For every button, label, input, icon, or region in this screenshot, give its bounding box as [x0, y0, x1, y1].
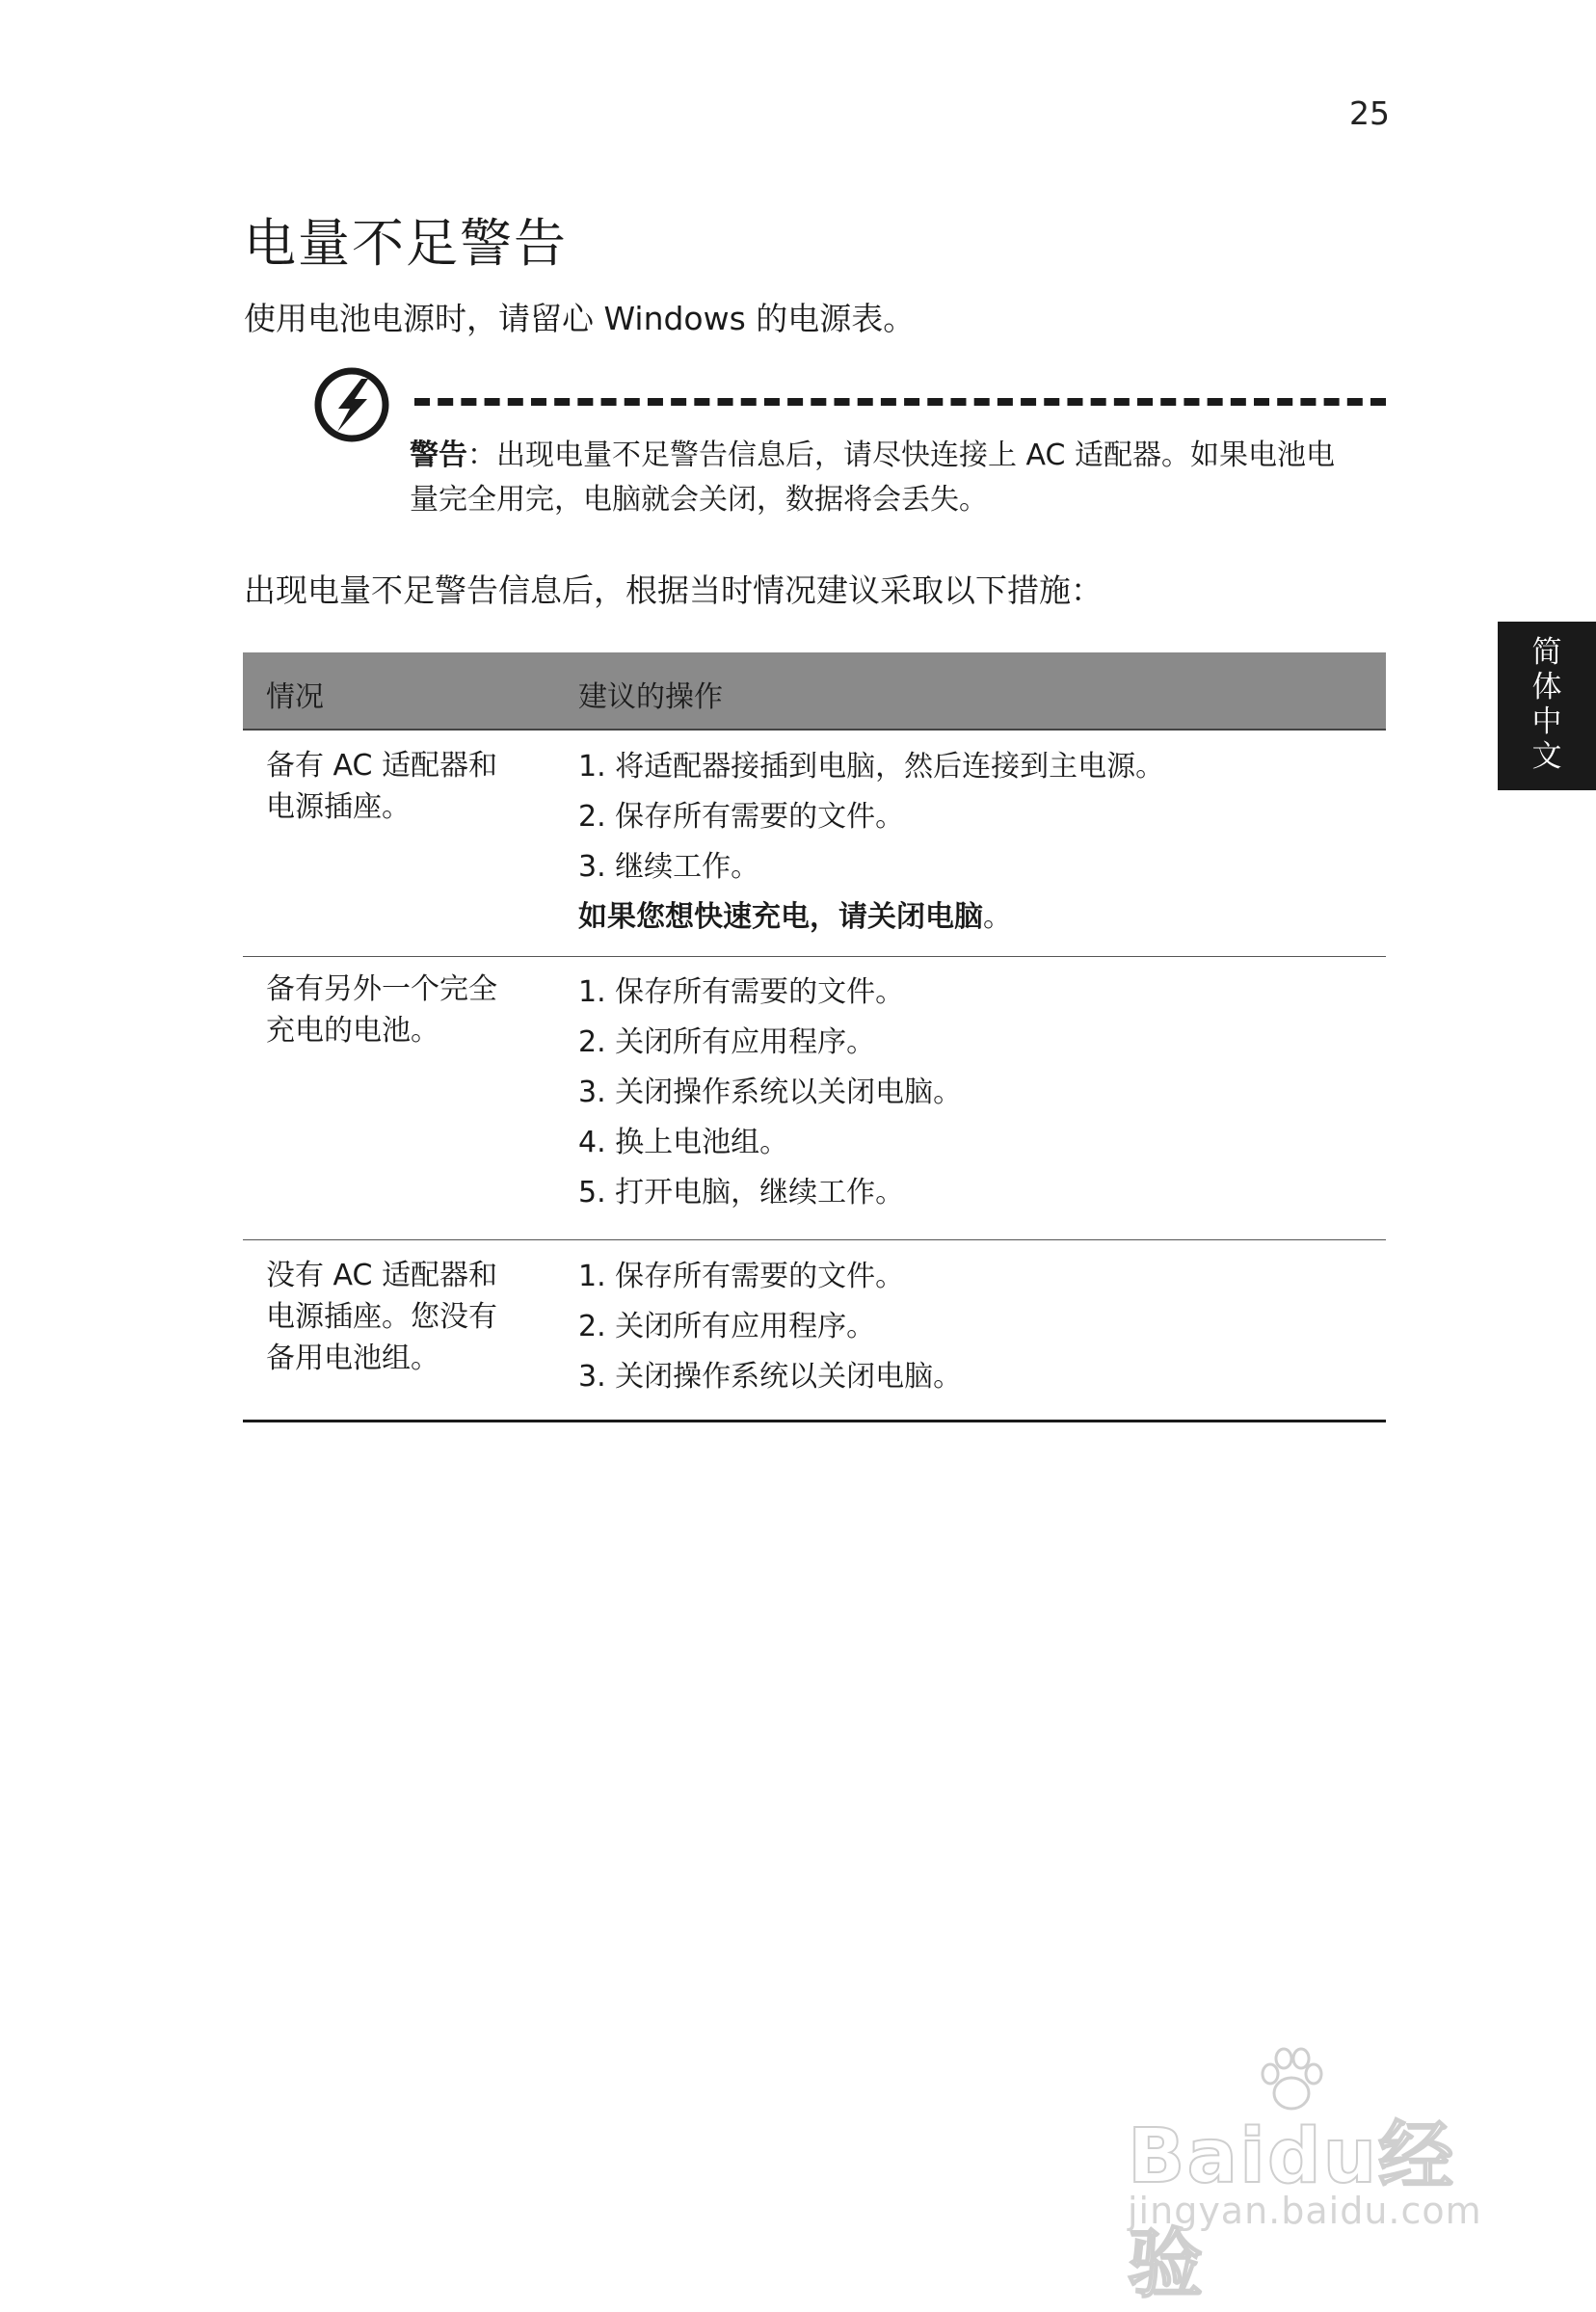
intro-text: 使用电池电源时，请留心 Windows 的电源表。: [244, 300, 916, 337]
condition-line: 备有 AC 适配器和: [266, 749, 498, 783]
step-item: 1. 保存所有需要的文件。: [578, 1260, 905, 1293]
step-item: 5. 打开电脑，继续工作。: [578, 1176, 905, 1209]
row-condition: [266, 1255, 526, 1379]
warning-text: [410, 434, 1335, 522]
action-table: [243, 652, 1386, 1422]
warning-body: 出现电量不足警告信息后，请尽快连接上 AC 适配器。如果电池电量完全用完，电脑就会关闭，数据将会丢失。: [410, 438, 1336, 517]
step-note-bold: 如果您想快速充电，请关闭电脑: [578, 900, 983, 934]
step-note: [578, 892, 1369, 943]
warning-divider: [414, 398, 1386, 406]
table-row: [243, 1240, 1386, 1422]
language-tab-char: 文: [1531, 739, 1562, 774]
row-steps: [578, 742, 1369, 943]
condition-line: 备用电池组。: [266, 1342, 439, 1375]
page-number: 25: [1349, 94, 1390, 132]
language-tab-char: 中: [1531, 704, 1562, 739]
table-header: [243, 652, 1386, 731]
condition-line: 备有另外一个完全: [266, 972, 497, 1006]
row-condition: [266, 969, 526, 1051]
condition-line: 没有 AC 适配器和: [266, 1259, 498, 1292]
lead-text: 出现电量不足警告信息后，根据当时情况建议采取以下措施：: [244, 571, 1103, 609]
header-situation: 情况: [266, 680, 324, 714]
step-item: 4. 换上电池组。: [578, 1126, 789, 1159]
step-item: 3. 继续工作。: [578, 850, 760, 884]
page-title: 电量不足警告: [244, 213, 568, 274]
lightning-warning-icon: [313, 366, 390, 443]
table-row: [243, 731, 1386, 957]
step-item: 2. 关闭所有应用程序。: [578, 1025, 876, 1059]
header-action: 建议的操作: [578, 680, 723, 714]
step-item: 2. 关闭所有应用程序。: [578, 1310, 876, 1343]
language-tab: [1498, 622, 1596, 790]
condition-line: 电源插座。: [266, 790, 411, 824]
step-note-end: 。: [983, 900, 1012, 934]
baidu-watermark: [1128, 2043, 1513, 2308]
table-row: [243, 957, 1386, 1240]
step-item: 1. 将适配器接插到电脑，然后连接到主电源。: [578, 750, 1165, 784]
warning-label: 警告: [410, 438, 467, 472]
language-tab-char: 体: [1531, 670, 1562, 704]
step-item: 3. 关闭操作系统以关闭电脑。: [578, 1076, 963, 1109]
row-steps: [578, 968, 1369, 1218]
row-condition: [266, 745, 526, 828]
condition-line: 电源插座。您没有: [266, 1300, 497, 1334]
warning-colon: ：: [467, 438, 496, 472]
watermark-brand: Baidu经验: [1128, 2113, 1456, 2308]
condition-line: 充电的电池。: [266, 1014, 439, 1048]
step-item: 3. 关闭操作系统以关闭电脑。: [578, 1360, 963, 1394]
row-steps: [578, 1252, 1369, 1402]
watermark-url: jingyan.baidu.com: [1128, 2190, 1482, 2232]
language-tab-char: 简: [1531, 635, 1562, 670]
step-item: 2. 保存所有需要的文件。: [578, 800, 905, 834]
step-item: 1. 保存所有需要的文件。: [578, 975, 905, 1009]
